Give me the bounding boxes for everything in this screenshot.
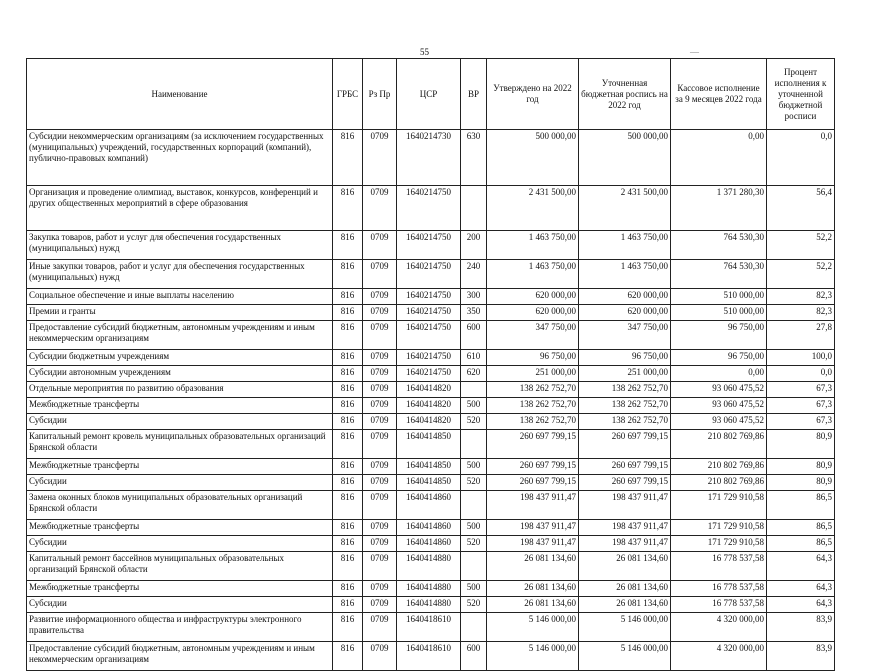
budget-table [26, 58, 835, 671]
cell-rzpr: 0709 [363, 186, 397, 231]
cell-approved: 138 262 752,70 [487, 398, 579, 414]
cell-name: Субсидии [27, 475, 333, 491]
col-header-cash: Кассовое исполнение за 9 месяцев 2022 года [671, 59, 767, 130]
cell-approved: 26 081 134,60 [487, 597, 579, 613]
cell-percent: 64,3 [767, 597, 835, 613]
cell-grbs: 816 [333, 430, 363, 459]
cell-grbs: 816 [333, 260, 363, 289]
cell-name: Организация и проведение олимпиад, выставок, конкурсов, конференций и других общественных мероприятий в сфере образования [27, 186, 333, 231]
cell-grbs: 816 [333, 642, 363, 671]
table-row [27, 459, 835, 475]
cell-csr: 1640414860 [397, 520, 461, 536]
cell-refined: 26 081 134,60 [579, 581, 671, 597]
table-row [27, 350, 835, 366]
cell-cash: 171 729 910,58 [671, 520, 767, 536]
cell-rzpr: 0709 [363, 260, 397, 289]
cell-grbs: 816 [333, 289, 363, 305]
cell-percent: 86,5 [767, 520, 835, 536]
cell-csr: 1640214750 [397, 366, 461, 382]
cell-refined: 2 431 500,00 [579, 186, 671, 231]
table-row [27, 552, 835, 581]
cell-approved: 198 437 911,47 [487, 520, 579, 536]
cell-refined: 251 000,00 [579, 366, 671, 382]
cell-refined: 198 437 911,47 [579, 491, 671, 520]
cell-csr: 1640214750 [397, 186, 461, 231]
cell-vr: 600 [461, 642, 487, 671]
table-row [27, 398, 835, 414]
col-header-name: Наименование [27, 59, 333, 130]
cell-cash: 16 778 537,58 [671, 581, 767, 597]
cell-rzpr: 0709 [363, 597, 397, 613]
cell-rzpr: 0709 [363, 305, 397, 321]
cell-percent: 80,9 [767, 459, 835, 475]
cell-refined: 620 000,00 [579, 289, 671, 305]
cell-rzpr: 0709 [363, 520, 397, 536]
cell-csr: 1640214750 [397, 350, 461, 366]
cell-vr: 500 [461, 581, 487, 597]
cell-name: Межбюджетные трансферты [27, 520, 333, 536]
cell-cash: 171 729 910,58 [671, 536, 767, 552]
cell-percent: 86,5 [767, 536, 835, 552]
cell-grbs: 816 [333, 350, 363, 366]
cell-vr: 350 [461, 305, 487, 321]
cell-cash: 210 802 769,86 [671, 430, 767, 459]
cell-grbs: 816 [333, 475, 363, 491]
table-row [27, 475, 835, 491]
col-header-vr: ВР [461, 59, 487, 130]
cell-rzpr: 0709 [363, 130, 397, 186]
table-row [27, 613, 835, 642]
cell-approved: 138 262 752,70 [487, 414, 579, 430]
cell-refined: 138 262 752,70 [579, 414, 671, 430]
cell-vr: 600 [461, 321, 487, 350]
cell-csr: 1640414880 [397, 581, 461, 597]
cell-vr: 620 [461, 366, 487, 382]
cell-name: Субсидии автономным учреждениям [27, 366, 333, 382]
cell-cash: 210 802 769,86 [671, 475, 767, 491]
table-row [27, 536, 835, 552]
cell-name: Премии и гранты [27, 305, 333, 321]
table-row [27, 520, 835, 536]
cell-approved: 260 697 799,15 [487, 459, 579, 475]
cell-percent: 56,4 [767, 186, 835, 231]
cell-cash: 16 778 537,58 [671, 597, 767, 613]
cell-name: Иные закупки товаров, работ и услуг для обеспечения государственных (муниципальных) нужд [27, 260, 333, 289]
cell-percent: 67,3 [767, 382, 835, 398]
cell-rzpr: 0709 [363, 475, 397, 491]
cell-percent: 82,3 [767, 305, 835, 321]
corner-mark: — [690, 47, 699, 57]
cell-csr: 1640214750 [397, 289, 461, 305]
table-row [27, 130, 835, 186]
cell-grbs: 816 [333, 459, 363, 475]
cell-vr: 200 [461, 231, 487, 260]
table-row [27, 186, 835, 231]
cell-rzpr: 0709 [363, 414, 397, 430]
cell-csr: 1640414850 [397, 430, 461, 459]
cell-approved: 500 000,00 [487, 130, 579, 186]
table-body [27, 130, 835, 671]
cell-vr [461, 613, 487, 642]
cell-csr: 1640414820 [397, 382, 461, 398]
table-row [27, 642, 835, 671]
cell-refined: 5 146 000,00 [579, 613, 671, 642]
cell-cash: 4 320 000,00 [671, 642, 767, 671]
cell-refined: 5 146 000,00 [579, 642, 671, 671]
cell-grbs: 816 [333, 382, 363, 398]
cell-name: Предоставление субсидий бюджетным, автономным учреждениям и иным некоммерческим организациям [27, 321, 333, 350]
cell-approved: 138 262 752,70 [487, 382, 579, 398]
cell-percent: 64,3 [767, 552, 835, 581]
cell-refined: 1 463 750,00 [579, 231, 671, 260]
cell-approved: 26 081 134,60 [487, 552, 579, 581]
cell-rzpr: 0709 [363, 398, 397, 414]
cell-percent: 0,0 [767, 130, 835, 186]
cell-refined: 260 697 799,15 [579, 475, 671, 491]
col-header-grbs: ГРБС [333, 59, 363, 130]
cell-vr [461, 430, 487, 459]
cell-percent: 67,3 [767, 414, 835, 430]
cell-grbs: 816 [333, 597, 363, 613]
cell-rzpr: 0709 [363, 350, 397, 366]
cell-csr: 1640414820 [397, 414, 461, 430]
table-row [27, 491, 835, 520]
cell-approved: 260 697 799,15 [487, 430, 579, 459]
cell-rzpr: 0709 [363, 459, 397, 475]
cell-refined: 198 437 911,47 [579, 520, 671, 536]
table-row [27, 231, 835, 260]
cell-percent: 67,3 [767, 398, 835, 414]
table-row [27, 414, 835, 430]
cell-refined: 96 750,00 [579, 350, 671, 366]
cell-name: Социальное обеспечение и иные выплаты населению [27, 289, 333, 305]
cell-refined: 26 081 134,60 [579, 597, 671, 613]
cell-csr: 1640414880 [397, 597, 461, 613]
cell-percent: 86,5 [767, 491, 835, 520]
cell-rzpr: 0709 [363, 536, 397, 552]
cell-vr [461, 552, 487, 581]
cell-refined: 260 697 799,15 [579, 430, 671, 459]
cell-approved: 251 000,00 [487, 366, 579, 382]
cell-name: Субсидии [27, 597, 333, 613]
cell-csr: 1640214750 [397, 260, 461, 289]
cell-grbs: 816 [333, 491, 363, 520]
cell-grbs: 816 [333, 414, 363, 430]
cell-vr [461, 382, 487, 398]
cell-rzpr: 0709 [363, 382, 397, 398]
cell-grbs: 816 [333, 398, 363, 414]
cell-rzpr: 0709 [363, 552, 397, 581]
col-header-csr: ЦСР [397, 59, 461, 130]
cell-name: Межбюджетные трансферты [27, 581, 333, 597]
cell-cash: 93 060 475,52 [671, 398, 767, 414]
table-header-row [27, 59, 835, 130]
cell-vr: 500 [461, 398, 487, 414]
cell-name: Межбюджетные трансферты [27, 398, 333, 414]
cell-cash: 210 802 769,86 [671, 459, 767, 475]
cell-csr: 1640214750 [397, 305, 461, 321]
cell-rzpr: 0709 [363, 321, 397, 350]
cell-name: Межбюджетные трансферты [27, 459, 333, 475]
cell-refined: 198 437 911,47 [579, 536, 671, 552]
cell-refined: 138 262 752,70 [579, 382, 671, 398]
cell-name: Субсидии [27, 536, 333, 552]
cell-rzpr: 0709 [363, 289, 397, 305]
cell-cash: 96 750,00 [671, 321, 767, 350]
col-header-rzpr: Рз Пр [363, 59, 397, 130]
cell-csr: 1640214750 [397, 231, 461, 260]
cell-approved: 96 750,00 [487, 350, 579, 366]
cell-csr: 1640414820 [397, 398, 461, 414]
cell-rzpr: 0709 [363, 491, 397, 520]
cell-grbs: 816 [333, 552, 363, 581]
cell-cash: 764 530,30 [671, 260, 767, 289]
cell-csr: 1640214750 [397, 321, 461, 350]
cell-grbs: 816 [333, 186, 363, 231]
cell-cash: 510 000,00 [671, 305, 767, 321]
cell-cash: 1 371 280,30 [671, 186, 767, 231]
cell-grbs: 816 [333, 520, 363, 536]
table-row [27, 305, 835, 321]
cell-cash: 4 320 000,00 [671, 613, 767, 642]
cell-rzpr: 0709 [363, 642, 397, 671]
cell-percent: 52,2 [767, 260, 835, 289]
cell-approved: 1 463 750,00 [487, 260, 579, 289]
cell-vr: 520 [461, 414, 487, 430]
cell-cash: 171 729 910,58 [671, 491, 767, 520]
cell-vr [461, 186, 487, 231]
cell-csr: 1640414850 [397, 459, 461, 475]
cell-grbs: 816 [333, 536, 363, 552]
cell-cash: 16 778 537,58 [671, 552, 767, 581]
cell-rzpr: 0709 [363, 613, 397, 642]
cell-approved: 260 697 799,15 [487, 475, 579, 491]
cell-cash: 764 530,30 [671, 231, 767, 260]
cell-grbs: 816 [333, 581, 363, 597]
cell-approved: 198 437 911,47 [487, 536, 579, 552]
cell-name: Закупка товаров, работ и услуг для обеспечения государственных (муниципальных) нужд [27, 231, 333, 260]
cell-approved: 620 000,00 [487, 305, 579, 321]
table-row [27, 430, 835, 459]
cell-name: Капитальный ремонт бассейнов муниципальных образовательных организаций Брянской области [27, 552, 333, 581]
cell-refined: 260 697 799,15 [579, 459, 671, 475]
cell-grbs: 816 [333, 305, 363, 321]
table-row [27, 366, 835, 382]
cell-csr: 1640414860 [397, 491, 461, 520]
cell-vr: 240 [461, 260, 487, 289]
cell-vr [461, 491, 487, 520]
col-header-approved: Утверждено на 2022 год [487, 59, 579, 130]
cell-vr: 300 [461, 289, 487, 305]
cell-cash: 93 060 475,52 [671, 382, 767, 398]
cell-vr: 520 [461, 536, 487, 552]
cell-percent: 83,9 [767, 642, 835, 671]
cell-approved: 347 750,00 [487, 321, 579, 350]
cell-refined: 138 262 752,70 [579, 398, 671, 414]
cell-grbs: 816 [333, 130, 363, 186]
cell-name: Капитальный ремонт кровель муниципальных образовательных организаций Брянской области [27, 430, 333, 459]
cell-cash: 93 060 475,52 [671, 414, 767, 430]
cell-refined: 26 081 134,60 [579, 552, 671, 581]
cell-csr: 1640214730 [397, 130, 461, 186]
cell-approved: 26 081 134,60 [487, 581, 579, 597]
cell-rzpr: 0709 [363, 430, 397, 459]
cell-rzpr: 0709 [363, 231, 397, 260]
table-row [27, 382, 835, 398]
cell-percent: 27,8 [767, 321, 835, 350]
table-row [27, 289, 835, 305]
cell-refined: 1 463 750,00 [579, 260, 671, 289]
col-header-percent: Процент исполнения к уточненной бюджетной росписи [767, 59, 835, 130]
cell-rzpr: 0709 [363, 366, 397, 382]
cell-grbs: 816 [333, 231, 363, 260]
cell-vr: 630 [461, 130, 487, 186]
cell-name: Субсидии некоммерческим организациям (за исключением государственных (муниципальных) учреждений, государственных корпораций (компаний), публично-правовых компаний) [27, 130, 333, 186]
cell-approved: 620 000,00 [487, 289, 579, 305]
col-header-refined: Уточненная бюджетная роспись на 2022 год [579, 59, 671, 130]
cell-percent: 0,0 [767, 366, 835, 382]
cell-csr: 1640414880 [397, 552, 461, 581]
cell-grbs: 816 [333, 613, 363, 642]
page-number: 55 [420, 47, 429, 57]
cell-grbs: 816 [333, 366, 363, 382]
cell-vr: 500 [461, 520, 487, 536]
cell-percent: 80,9 [767, 475, 835, 491]
cell-approved: 198 437 911,47 [487, 491, 579, 520]
cell-percent: 83,9 [767, 613, 835, 642]
cell-cash: 0,00 [671, 366, 767, 382]
cell-vr: 520 [461, 597, 487, 613]
cell-grbs: 816 [333, 321, 363, 350]
cell-cash: 510 000,00 [671, 289, 767, 305]
table-row [27, 597, 835, 613]
cell-name: Субсидии бюджетным учреждениям [27, 350, 333, 366]
cell-rzpr: 0709 [363, 581, 397, 597]
cell-name: Развитие информационного общества и инфраструктуры электронного правительства [27, 613, 333, 642]
cell-approved: 5 146 000,00 [487, 613, 579, 642]
cell-csr: 1640418610 [397, 642, 461, 671]
cell-percent: 64,3 [767, 581, 835, 597]
table-row [27, 321, 835, 350]
cell-vr: 500 [461, 459, 487, 475]
cell-csr: 1640414860 [397, 536, 461, 552]
cell-percent: 82,3 [767, 289, 835, 305]
cell-name: Замена оконных блоков муниципальных образовательных организаций Брянской области [27, 491, 333, 520]
cell-approved: 5 146 000,00 [487, 642, 579, 671]
cell-refined: 620 000,00 [579, 305, 671, 321]
cell-refined: 347 750,00 [579, 321, 671, 350]
cell-percent: 52,2 [767, 231, 835, 260]
cell-cash: 0,00 [671, 130, 767, 186]
cell-csr: 1640414850 [397, 475, 461, 491]
cell-name: Субсидии [27, 414, 333, 430]
table-row [27, 260, 835, 289]
cell-refined: 500 000,00 [579, 130, 671, 186]
cell-approved: 1 463 750,00 [487, 231, 579, 260]
cell-approved: 2 431 500,00 [487, 186, 579, 231]
cell-vr: 610 [461, 350, 487, 366]
cell-cash: 96 750,00 [671, 350, 767, 366]
cell-percent: 80,9 [767, 430, 835, 459]
cell-name: Предоставление субсидий бюджетным, автономным учреждениям и иным некоммерческим организациям [27, 642, 333, 671]
cell-vr: 520 [461, 475, 487, 491]
cell-percent: 100,0 [767, 350, 835, 366]
cell-name: Отдельные мероприятия по развитию образования [27, 382, 333, 398]
cell-csr: 1640418610 [397, 613, 461, 642]
table-row [27, 581, 835, 597]
